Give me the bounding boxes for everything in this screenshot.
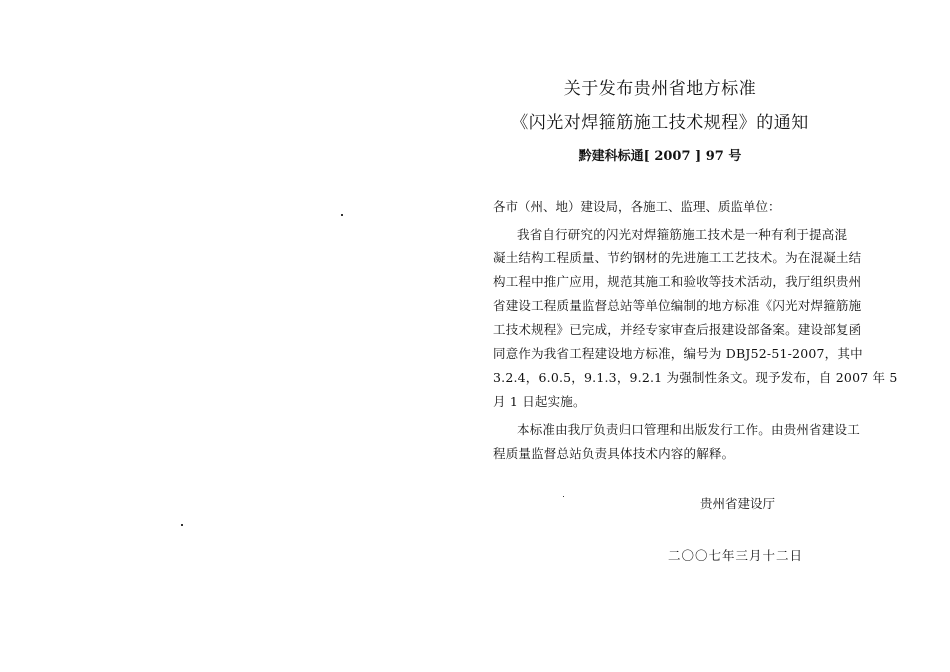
salutation: 各市（州、地）建设局，各施工、监理、质监单位：: [493, 199, 781, 214]
paragraph-1-line: 构工程中推广应用，规范其施工和验收等技术活动，我厅组织贵州: [493, 274, 862, 289]
paragraph-2-line: 程质量监督总站负责具体技术内容的解释。: [493, 446, 735, 461]
paragraph-1-line: 同意作为我省工程建设地方标准，编号为 DBJ52-51-2007，其中: [493, 346, 863, 361]
notice-title-line-1: 关于发布贵州省地方标准: [563, 79, 757, 99]
scan-speck: [181, 524, 183, 526]
document-number: 黔建科标通[ 2007 ] 97 号: [578, 149, 742, 164]
scan-speck: [341, 214, 343, 216]
paragraph-1-line: 3.2.4，6.0.5，9.1.3，9.2.1 为强制性条文。现予发布，自 2007 年 5: [493, 370, 898, 385]
issue-date: 二〇〇七年三月十二日: [668, 548, 804, 563]
paragraph-1-line: 月 1 日起实施。: [493, 394, 586, 409]
paragraph-1-line: 我省自行研究的闪光对焊箍筋施工技术是一种有利于提高混: [517, 227, 848, 242]
paragraph-1-line: 工技术规程》已完成，并经专家审查后报建设部备案。建设部复函: [493, 322, 862, 337]
notice-title-line-2: 《闪光对焊箍筋施工技术规程》的通知: [511, 113, 809, 133]
paragraph-1-line: 省建设工程质量监督总站等单位编制的地方标准《闪光对焊箍筋施: [493, 298, 862, 313]
paragraph-1-line: 凝土结构工程质量、节约钢材的先进施工工艺技术。为在混凝土结: [493, 250, 862, 265]
issuing-authority: 贵州省建设厅: [700, 496, 776, 511]
paragraph-2-line: 本标准由我厅负责归口管理和出版发行工作。由贵州省建设工: [517, 422, 860, 437]
scan-speck: [563, 496, 564, 497]
